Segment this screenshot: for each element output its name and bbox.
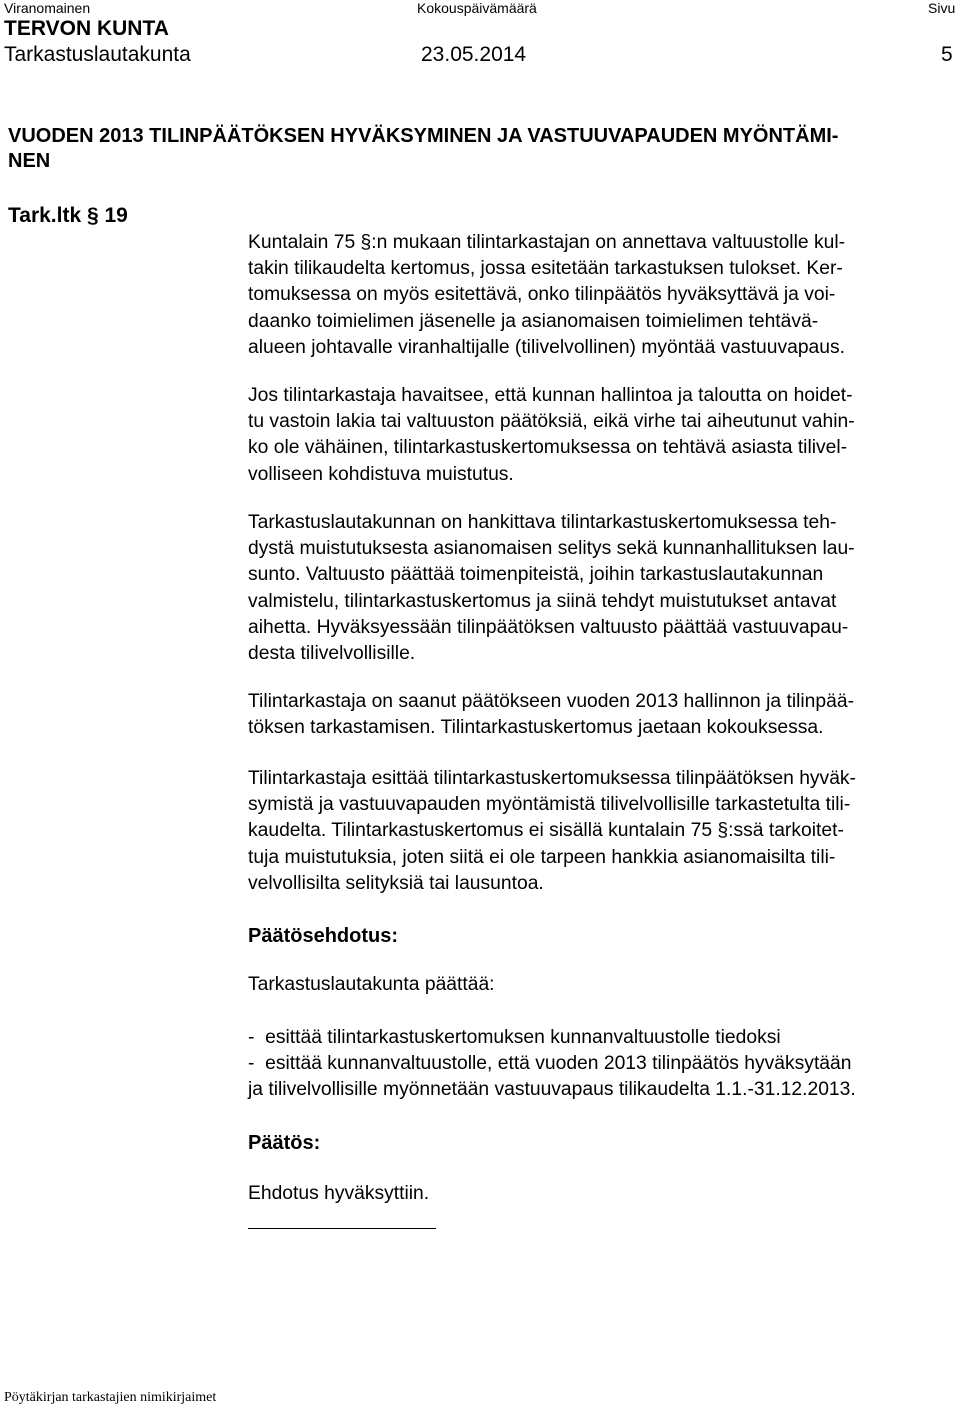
list-item: ja tilivelvollisille myönnetään vastuuvapaus tilikaudelta 1.1.-31.12.2013. — [248, 1079, 856, 1101]
decision-text: Ehdotus hyväksyttiin. — [248, 1183, 430, 1204]
header-label-authority: Viranomainen — [4, 0, 91, 16]
paragraph-line: Jos tilintarkastaja havaitsee, että kunnan hallintoa ja taloutta on hoidet- — [248, 385, 853, 406]
paragraph-line: takin tilikaudelta kertomus, jossa esitetään tarkastuksen tulokset. Ker- — [248, 258, 843, 280]
decision-heading: Päätös: — [248, 1132, 321, 1154]
header-label-date: Kokouspäivämäärä — [417, 0, 537, 16]
paragraph-line: aihetta. Hyväksyessään tilinpäätöksen valtuusto päättää vastuuvapau- — [248, 616, 849, 638]
header-label-page: Sivu — [928, 0, 956, 16]
list-item: - esittää tilintarkastuskertomuksen kunnanvaltuustolle tiedoksi — [248, 1027, 781, 1048]
paragraph-4 — [248, 689, 956, 741]
document-title-line-2: NEN — [8, 150, 51, 172]
paragraph-line: symistä ja vastuuvapauden myöntämistä tilivelvollisille tarkastetulta tili- — [248, 794, 851, 816]
signature-line — [248, 1228, 436, 1229]
section-reference: Tark.ltk § 19 — [8, 204, 128, 227]
paragraph-line: sunto. Valtuusto päättää toimenpiteistä, joihin tarkastuslautakunnan — [248, 564, 824, 586]
paragraph-line: Tilintarkastaja esittää tilintarkastuskertomuksessa tilinpäätöksen hyväk- — [248, 768, 856, 789]
paragraph-line: Tarkastuslautakunnan on hankittava tilintarkastuskertomuksessa teh- — [248, 512, 837, 533]
paragraph-line: volliseen kohdistuva muistutus. — [248, 463, 514, 485]
paragraph-line: daanko toimielimen jäsenelle ja asianomaisen toimielimen tehtävä- — [248, 310, 819, 332]
proposal-intro-text: Tarkastuslautakunta päättää: — [248, 974, 495, 995]
paragraph-line: tuja muistutuksia, joten siitä ei ole tarpeen hankkia asianomaisilta tili- — [248, 846, 836, 868]
footer-initials-label: Pöytäkirjan tarkastajien nimikirjaimet — [4, 1390, 217, 1405]
paragraph-line: töksen tarkastamisen. Tilintarkastuskertomus jaetaan kokouksessa. — [248, 717, 824, 739]
paragraph-line: dystä muistutuksesta asianomaisen selitys sekä kunnanhallituksen lau- — [248, 538, 855, 560]
paragraph-line: alueen johtavalle viranhaltijalle (tilivelvollinen) myöntää vastuuvapaus. — [248, 336, 845, 358]
paragraph-2 — [248, 383, 956, 488]
document-title-line-1: VUODEN 2013 TILINPÄÄTÖKSEN HYVÄKSYMINEN JA VASTUUVAPAUDEN MYÖNTÄMI- — [8, 125, 839, 147]
paragraph-line: tu vastoin lakia tai valtuuston päätöksiä, eikä virhe tai aiheutunut vahin- — [248, 411, 855, 433]
paragraph-line: ko ole vähäinen, tilintarkastuskertomuksessa on tehtävä asiasta tilivel- — [248, 437, 848, 459]
proposal-list — [248, 1025, 956, 1104]
paragraph-line: Tilintarkastaja on saanut päätökseen vuoden 2013 hallinnon ja tilinpää- — [248, 691, 854, 712]
proposal-intro — [248, 972, 956, 998]
paragraph-line: velvollisilta selityksiä tai lausuntoa. — [248, 872, 544, 894]
paragraph-line: tomuksessa on myös esitettävä, onko tilinpäätös hyväksyttävä ja voi- — [248, 284, 836, 306]
paragraph-line: kaudelta. Tilintarkastuskertomus ei sisällä kuntalain 75 §:ssä tarkoitet- — [248, 820, 844, 842]
paragraph-line: Kuntalain 75 §:n mukaan tilintarkastajan on annettava valtuustolle kul- — [248, 232, 846, 253]
organization-name: TERVON KUNTA — [4, 17, 169, 40]
committee-name: Tarkastuslautakunta — [4, 43, 191, 66]
list-item: - esittää kunnanvaltuustolle, että vuoden 2013 tilinpäätös hyväksytään — [248, 1053, 852, 1075]
page-number: 5 — [941, 43, 953, 66]
decision-text-block — [248, 1181, 956, 1207]
meeting-date: 23.05.2014 — [421, 43, 527, 66]
paragraph-3 — [248, 510, 956, 667]
paragraph-1 — [248, 230, 956, 361]
proposal-heading: Päätösehdotus: — [248, 925, 399, 947]
paragraph-5 — [248, 766, 956, 897]
paragraph-line: valmistelu, tilintarkastuskertomus ja siinä tehdyt muistutukset antavat — [248, 590, 837, 612]
paragraph-line: desta tilivelvollisille. — [248, 643, 416, 665]
